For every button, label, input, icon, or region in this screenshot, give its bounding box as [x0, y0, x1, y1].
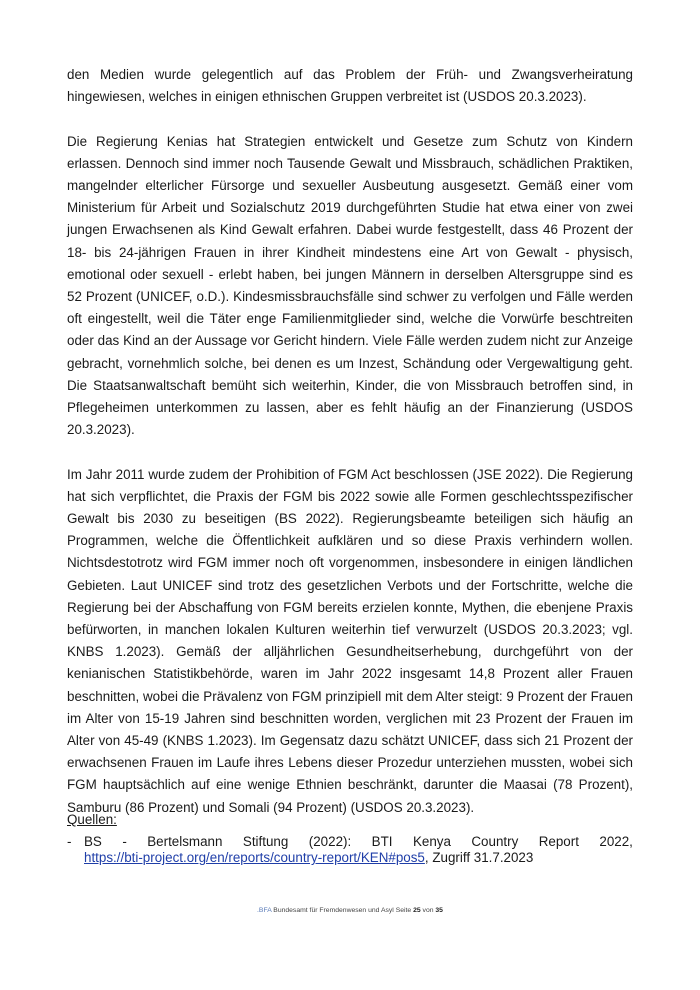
citation-word: (2022): [308, 834, 352, 849]
footer-org: Bundesamt für Fremdenwesen und Asyl [273, 907, 394, 914]
access-date: , Zugriff 31.7.2023 [424, 850, 534, 865]
paragraph-child-protection: Die Regierung Kenias hat Strategien entwickelt und Gesetze zum Schutz von Kindern erlassen. Dennoch sind immer noch Tausende Gewalt und Missbrauch, schädlichen Praktiken, mangelnder elterlicher Fürsorge und sexueller Ausbeutung ausgesetzt. Gemäß einer vom Ministerium für Arbeit und Sozialschutz 2019 durchgeführten Studie hat etwa einer von zwei jungen Erwachsenen als Kind Gewalt erfahren. Dabei wurde festgestellt, dass 46 Prozent der 18- bis 24-jährigen Frauen in ihrer Kindheit mindestens eine Art von Gewalt - physisch, emotional oder sexuell - erlebt haben, bei jungen Männern in derselben Altersgruppe sind es 52 Prozent (UNICEF, o.D.). Kindesmissbrauchsfälle sind schwer zu verfolgen und Fälle werden oft eingestellt, weil die Täter enge Familienmitglieder sind, welche die Vorwürfe beschtreiten oder das Kind an der Aussage vor Gericht hindern. Viele Fälle werden zudem nicht zur Anzeige gebracht, vornehmlich solche, bei denen es um Inzest, Schändung oder Vergewaltigung geht. Die Staatsanwaltschaft bemüht sich weiterhin, Kinder, die von Missbrauch betroffen sind, in Pflegeheimen unterkommen zu lassen, aber es fehlt häufig an der Finanzierung (USDOS 20.3.2023). [67, 133, 633, 438]
paragraph-fgm: Im Jahr 2011 wurde zudem der Prohibition of FGM Act beschlossen (JSE 2022). Die Regierung hat sich verpflichtet, die Praxis der FGM bis 2022 sowie alle Formen geschlechtsspezifischer Gewalt bis 2030 zu beseitigen (BS 2022). Regierungsbeamte beteiligen sich häufig an Programmen, welche die Öffentlichkeit aufklären und so diese Praxis verhindern wollen. Nichtsdestotrotz wird FGM immer noch oft vorgenommen, insbesondere in einigen ländlichen Gebieten. Laut UNICEF sind trotz des gesetzlichen Verbots und der Fortschritte, welche die Regierung bei der Abschaffung von FGM bereits erzielen konnte, Mythen, die ebenjene Praxis befürworten, in manchen lokalen Kulturen weiterhin tief verwurzelt (USDOS 20.3.2023; vgl. KNBS 1.2023). Gemäß der alljährlichen Gesundheitserhebung, durchgeführt von der kenianischen Statistikbehörde, waren im Jahr 2022 insgesamt 14,8 Prozent aller Frauen beschnitten, wobei die Prävalenz von FGM prinzipiell mit dem Alter steigt: 9 Prozent der Frauen im Alter von 15-19 Jahren sind beschnitten worden, verglichen mit 23 Prozent der Frauen im Alter von 45-49 (KNBS 1.2023). Im Gegensatz dazu schätzt UNICEF, dass sich 21 Prozent der erwachsenen Frauen im Laufe ihres Lebens dieser Prozedur unterziehen mussten, wobei sich FGM hauptsächlich auf eine wenige Ethnien beschränkt, darunter die Maasai (78 Prozent), Samburu (86 Prozent) und Somali (94 Prozent) (USDOS 20.3.2023). [67, 466, 633, 815]
citation-word: Bertelsmann [147, 834, 223, 849]
sources-section [67, 810, 633, 866]
list-dash: - [67, 834, 72, 849]
citation-word: - [122, 834, 127, 849]
source-text [84, 834, 633, 866]
citation-word: BTI [371, 834, 393, 849]
source-item [67, 834, 633, 866]
bfa-logo: .BFA [257, 907, 272, 914]
source-link-line [84, 850, 633, 866]
page-footer [0, 907, 700, 914]
current-page: 25 [413, 907, 421, 914]
paragraph-child-marriage: den Medien wurde gelegentlich auf das Problem der Früh- und Zwangsverheiratung hingewiesen, welches in einigen ethnischen Gruppen verbreitet ist (USDOS 20.3.2023). [67, 67, 633, 105]
citation-word: 2022, [599, 834, 633, 849]
citation-word: Kenya [412, 834, 451, 849]
footer-of-label: von [422, 907, 434, 914]
citation-word: BS [84, 834, 102, 849]
footer-page-label: Seite [395, 907, 412, 914]
citation-word: Stiftung [242, 834, 289, 849]
source-link[interactable]: https://bti-project.org/en/reports/country-report/KEN#pos5 [84, 850, 425, 865]
citation-word: Report [538, 834, 579, 849]
citation-word: Country [471, 834, 519, 849]
total-pages: 35 [435, 907, 443, 914]
document-body [67, 64, 633, 819]
source-citation [84, 834, 633, 850]
sources-heading: Quellen: [67, 812, 117, 827]
